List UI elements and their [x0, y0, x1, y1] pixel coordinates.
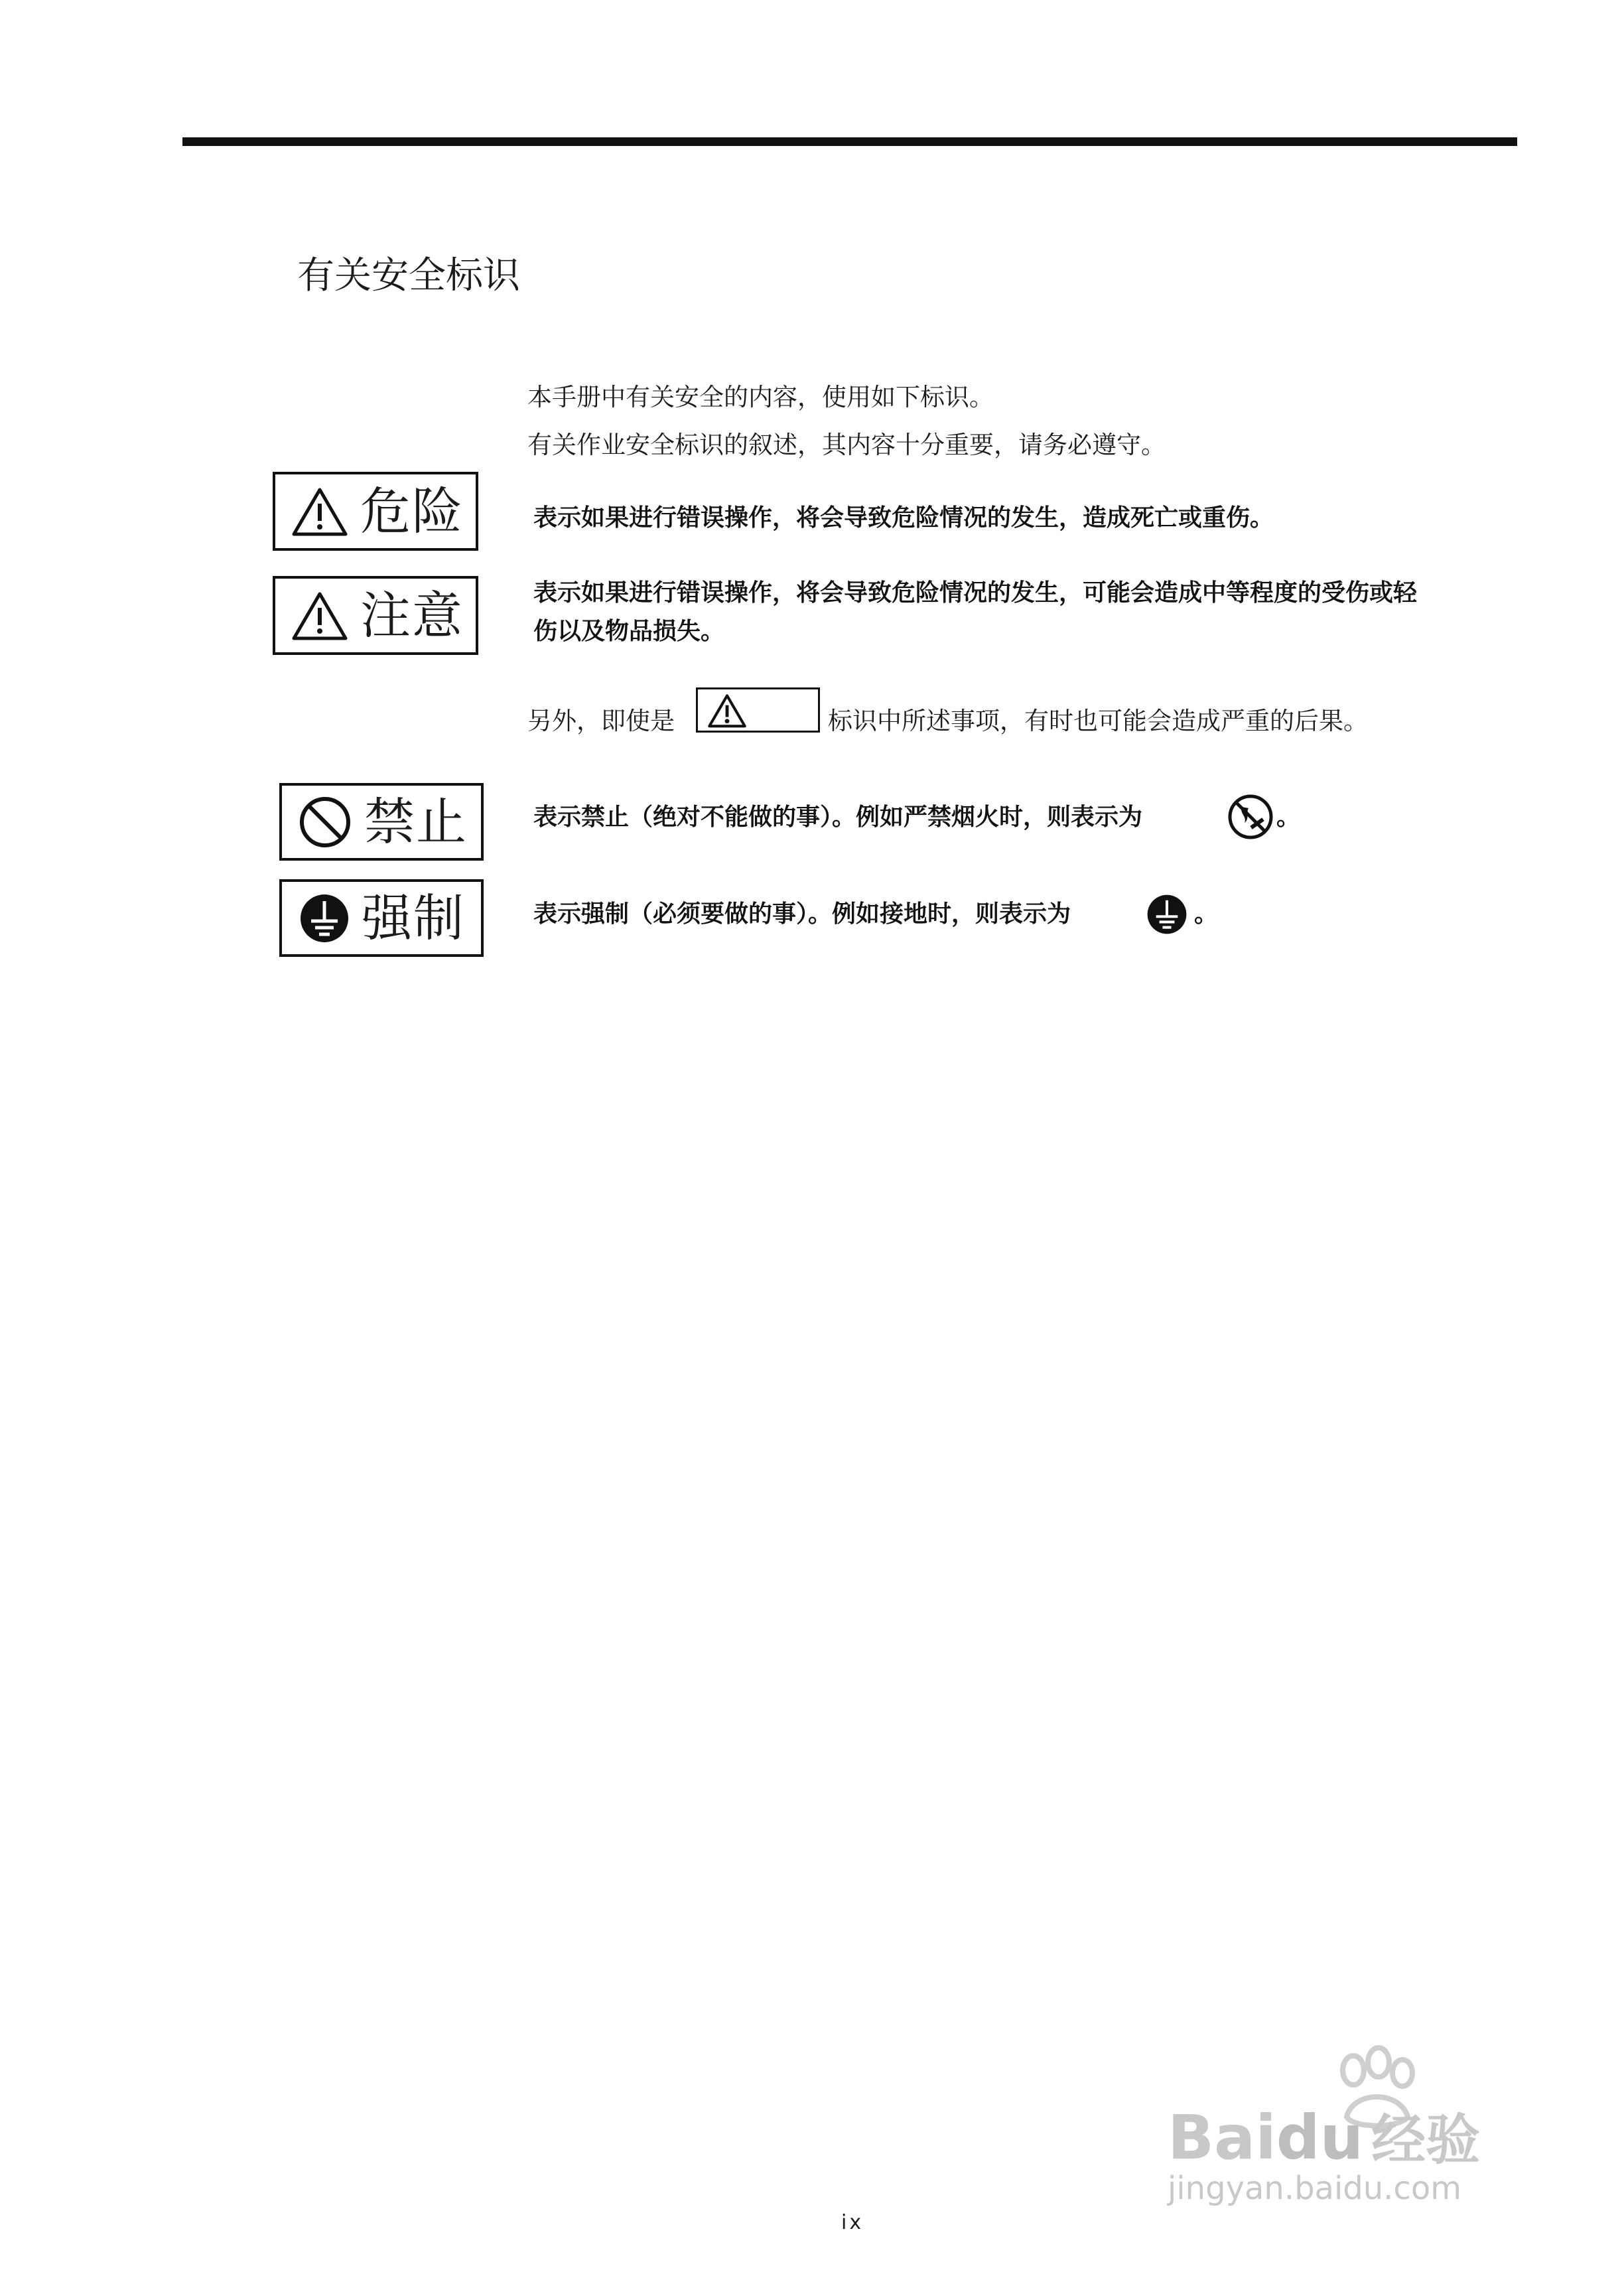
- danger-description: 表示如果进行错误操作，将会导致危险情况的发生，造成死亡或重伤。: [533, 504, 1274, 532]
- prohibit-period: 。: [1276, 804, 1301, 831]
- warning-triangle-icon: [291, 591, 348, 641]
- inline-warning-box: [696, 687, 820, 733]
- note-before: 另外，即使是: [527, 707, 675, 735]
- mandatory-label-text: 强制: [362, 888, 465, 948]
- prohibit-label: [279, 783, 484, 861]
- caution-label-text: 注意: [360, 585, 464, 645]
- watermark-brand-2: du: [1276, 2102, 1364, 2173]
- ground-icon: [299, 893, 350, 944]
- intro-line-2: 有关作业安全标识的叙述，其内容十分重要，请务必遵守。: [527, 431, 1166, 459]
- no-smoking-icon: [1227, 794, 1274, 840]
- caution-description-line-2: 伤以及物品损失。: [533, 618, 725, 645]
- watermark-brand-cn: 经验: [1371, 2109, 1481, 2172]
- watermark-url: jingyan.baidu.com: [1168, 2170, 1461, 2207]
- prohibit-label-text: 禁止: [364, 792, 468, 851]
- header-rule: [182, 137, 1517, 146]
- prohibit-description: 表示禁止（绝对不能做的事）。例如严禁烟火时，则表示为: [533, 804, 1143, 831]
- watermark-brand: Bai: [1168, 2102, 1276, 2173]
- ground-icon: [1146, 894, 1187, 935]
- mandatory-period: 。: [1194, 900, 1219, 928]
- mandatory-label: [279, 879, 484, 957]
- warning-triangle-icon: [291, 486, 348, 537]
- caution-label: [273, 576, 478, 655]
- warning-triangle-icon: [707, 693, 747, 728]
- note-after: 标识中所述事项，有时也可能会造成严重的后果。: [828, 707, 1368, 735]
- danger-label: [273, 472, 478, 551]
- page-title: 有关安全标识: [297, 254, 520, 297]
- intro-line-1: 本手册中有关安全的内容，使用如下标识。: [527, 383, 994, 411]
- mandatory-description: 表示强制（必须要做的事）。例如接地时，则表示为: [533, 900, 1071, 928]
- watermark: [1168, 2044, 1566, 2207]
- page-number: ix: [841, 2211, 864, 2234]
- prohibition-icon: [298, 795, 352, 849]
- caution-description-line-1: 表示如果进行错误操作，将会导致危险情况的发生，可能会造成中等程度的受伤或轻: [533, 579, 1418, 606]
- danger-label-text: 危险: [360, 481, 464, 541]
